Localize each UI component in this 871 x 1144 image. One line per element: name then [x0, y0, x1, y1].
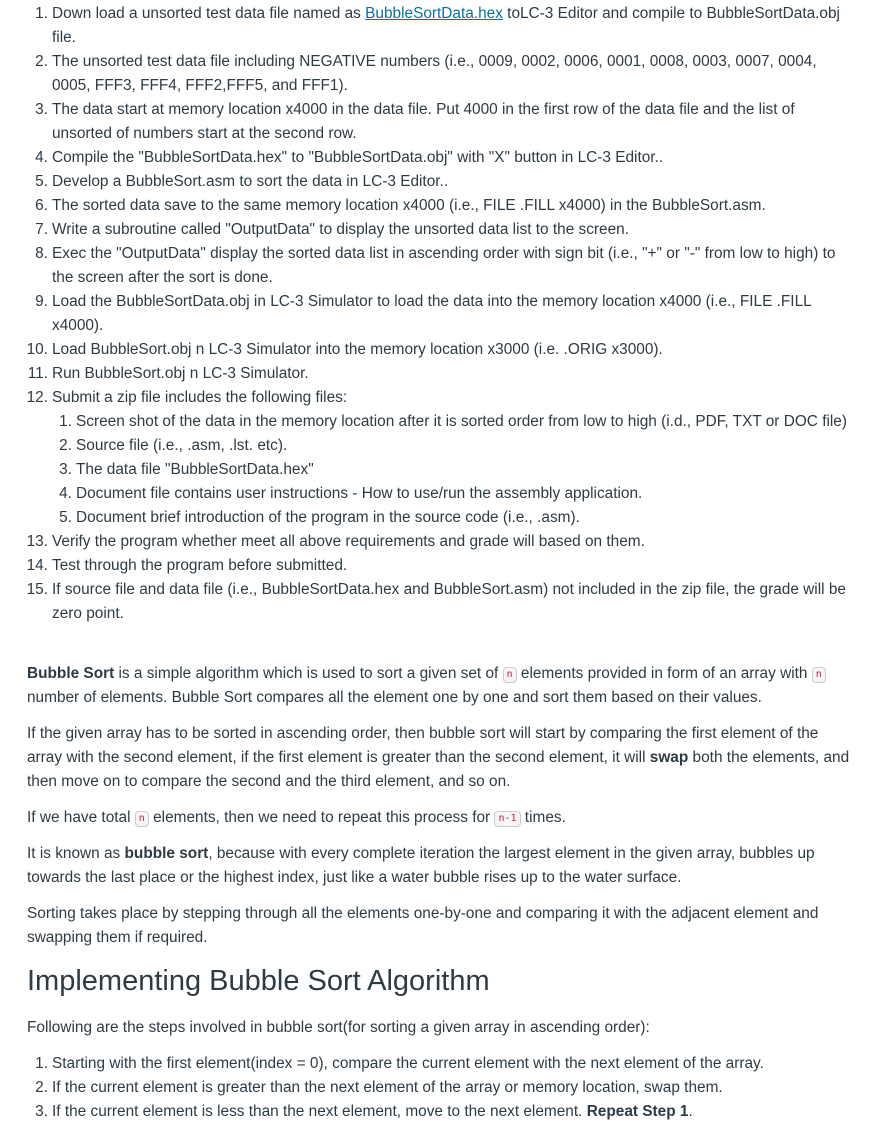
list-item	[0, 218, 871, 242]
list-number: 13.	[26, 533, 48, 550]
paragraph-text: both the elements, and then move on to compare the second and the third element, and so on.	[27, 749, 850, 790]
list-number: 11.	[27, 365, 48, 382]
list-item	[0, 1076, 871, 1100]
list-item	[0, 1052, 871, 1076]
intro-paragraph-2	[27, 722, 853, 794]
list-text: Run BubbleSort.obj n LC-3 Simulator.	[52, 365, 309, 382]
list-item	[0, 578, 871, 626]
list-number: 1.	[35, 5, 48, 22]
list-text: Load the BubbleSortData.obj in LC-3 Simulator to load the data into the memory location x4000 (i.e., FILE .FILL x4000).	[52, 293, 812, 334]
list-item	[0, 170, 871, 194]
paragraph-text: , because with every complete iteration the largest element in the given array, bubbles up towards the last place or the highest index, just like a water bubble rises up to the water surface.	[27, 845, 815, 886]
list-number: 3.	[59, 461, 72, 478]
list-item	[0, 2, 871, 50]
paragraph-text: elements, then we need to repeat this process for	[148, 809, 495, 826]
list-text: The sorted data save to the same memory location x4000 (i.e., FILE .FILL x4000) in the BubbleSort.asm.	[52, 197, 766, 214]
list-number: 15.	[26, 581, 48, 598]
list-text: Document brief introduction of the program in the source code (i.e., .asm).	[76, 509, 580, 526]
list-item	[0, 50, 871, 98]
list-text: The data file "BubbleSortData.hex"	[76, 461, 314, 478]
repeat-step-1: Repeat Step 1	[586, 1103, 689, 1120]
list-number: 3.	[35, 1103, 48, 1120]
list-item	[0, 386, 871, 410]
bubble-sort-term: Bubble Sort	[27, 665, 115, 682]
requirements-list	[0, 2, 871, 626]
submission-files-container	[0, 410, 871, 530]
paragraph-text: Following are the steps involved in bubble sort(for sorting a given array in ascending order):	[27, 1019, 650, 1036]
list-text: The unsorted test data file including NEGATIVE numbers (i.e., 0009, 0002, 0006, 0001, 0008, 0003, 0007, 0004, 0005, FFF3, FFF4, FFF2,FFF5, and FFF1).	[52, 53, 817, 94]
paragraph-text: It is known as	[27, 845, 125, 862]
paragraph-text: Sorting takes place by stepping through all the elements one-by-one and comparing it with the adjacent element and swapping them if required.	[27, 905, 819, 946]
list-text: If the current element is less than the next element, move to the next element.	[52, 1103, 587, 1120]
list-number: 7.	[35, 221, 48, 238]
list-text: Develop a BubbleSort.asm to sort the data in LC-3 Editor..	[52, 173, 449, 190]
paragraph-text: times.	[520, 809, 566, 826]
list-text: Document file contains user instructions - How to use/run the assembly application.	[76, 485, 643, 502]
list-number: 8.	[35, 245, 48, 262]
list-text: Submit a zip file includes the following files:	[52, 389, 348, 406]
list-item	[0, 146, 871, 170]
list-text: Down load a unsorted test data file named as	[52, 5, 366, 22]
list-item	[0, 434, 871, 458]
list-text: Compile the "BubbleSortData.hex" to "BubbleSortData.obj" with "X" button in LC-3 Editor..	[52, 149, 664, 166]
list-number: 2.	[35, 53, 48, 70]
paragraph-text: is a simple algorithm which is used to sort a given set of	[114, 665, 503, 682]
list-text: If source file and data file (i.e., BubbleSortData.hex and BubbleSort.asm) not included in the zip file, the grade will be zero point.	[52, 581, 846, 622]
code-n: n	[812, 667, 826, 683]
list-number: 12.	[26, 389, 48, 406]
list-item	[0, 338, 871, 362]
implementation-lead	[27, 1016, 853, 1040]
list-number: 1.	[59, 413, 72, 430]
list-number: 4.	[59, 485, 72, 502]
list-item	[0, 458, 871, 482]
list-item	[0, 98, 871, 146]
list-item	[0, 530, 871, 554]
list-text: Verify the program whether meet all above requirements and grade will based on them.	[52, 533, 645, 550]
list-text: The data start at memory location x4000 in the data file. Put 4000 in the first row of the data file and the list of unsorted of numbers start at the second row.	[52, 101, 795, 142]
list-number: 2.	[35, 1079, 48, 1096]
bubble-sort-term: bubble sort	[124, 845, 209, 862]
list-number: 1.	[35, 1055, 48, 1072]
intro-paragraph-3	[27, 806, 853, 830]
list-text: toLC-3 Editor and compile to BubbleSortData.obj file.	[52, 5, 840, 46]
paragraph-text: If the given array has to be sorted in ascending order, then bubble sort will start by comparing the first element of the array with the second element, if the first element is greater than the second element, it will	[27, 725, 819, 766]
list-text: Test through the program before submitted.	[52, 557, 348, 574]
list-number: 6.	[35, 197, 48, 214]
list-text: Source file (i.e., .asm, .lst. etc).	[76, 437, 288, 454]
list-item	[0, 554, 871, 578]
list-item	[0, 362, 871, 386]
code-n: n	[135, 811, 149, 827]
paragraph-text: If we have total	[27, 809, 135, 826]
list-number: 2.	[59, 437, 72, 454]
submission-files-list	[0, 410, 871, 530]
intro-paragraph-1	[27, 662, 853, 710]
list-text: .	[688, 1103, 693, 1120]
bubblesortdata-hex-link[interactable]: BubbleSortData.hex	[365, 5, 503, 22]
list-number: 3.	[35, 101, 48, 118]
list-item	[0, 482, 871, 506]
list-number: 4.	[35, 149, 48, 166]
list-text: Exec the "OutputData" display the sorted data list in ascending order with sign bit (i.e., "+" or "-" from low to high) to the screen after the sort is done.	[52, 245, 836, 286]
list-text: Load BubbleSort.obj n LC-3 Simulator into the memory location x3000 (i.e. .ORIG x3000).	[52, 341, 663, 358]
list-number: 10.	[26, 341, 48, 358]
list-text: Write a subroutine called "OutputData" to display the unsorted data list to the screen.	[52, 221, 629, 238]
list-text: If the current element is greater than the next element of the array or memory location, swap them.	[52, 1079, 723, 1096]
list-text: Screen shot of the data in the memory location after it is sorted order from low to high (i.d., PDF, TXT or DOC file)	[76, 413, 847, 430]
list-number: 14.	[26, 557, 48, 574]
list-item	[0, 242, 871, 290]
intro-paragraph-4	[27, 842, 853, 890]
paragraph-text: elements provided in form of an array with	[516, 665, 812, 682]
list-item	[0, 410, 871, 434]
list-number: 9.	[35, 293, 48, 310]
list-item	[0, 506, 871, 530]
implementation-steps-list	[0, 1052, 871, 1124]
list-text: Starting with the first element(index = 0), compare the current element with the next element of the array.	[52, 1055, 764, 1072]
swap-term: swap	[649, 749, 689, 766]
list-item	[0, 194, 871, 218]
code-n-minus-1: n-1	[494, 811, 520, 827]
list-number: 5.	[59, 509, 72, 526]
paragraph-text: number of elements. Bubble Sort compares all the element one by one and sort them based on their values.	[27, 689, 762, 706]
list-item	[0, 1100, 871, 1124]
section-heading: Implementing Bubble Sort Algorithm	[27, 965, 490, 997]
list-number: 5.	[35, 173, 48, 190]
intro-paragraph-5	[27, 902, 853, 950]
list-item	[0, 290, 871, 338]
code-n: n	[503, 667, 517, 683]
